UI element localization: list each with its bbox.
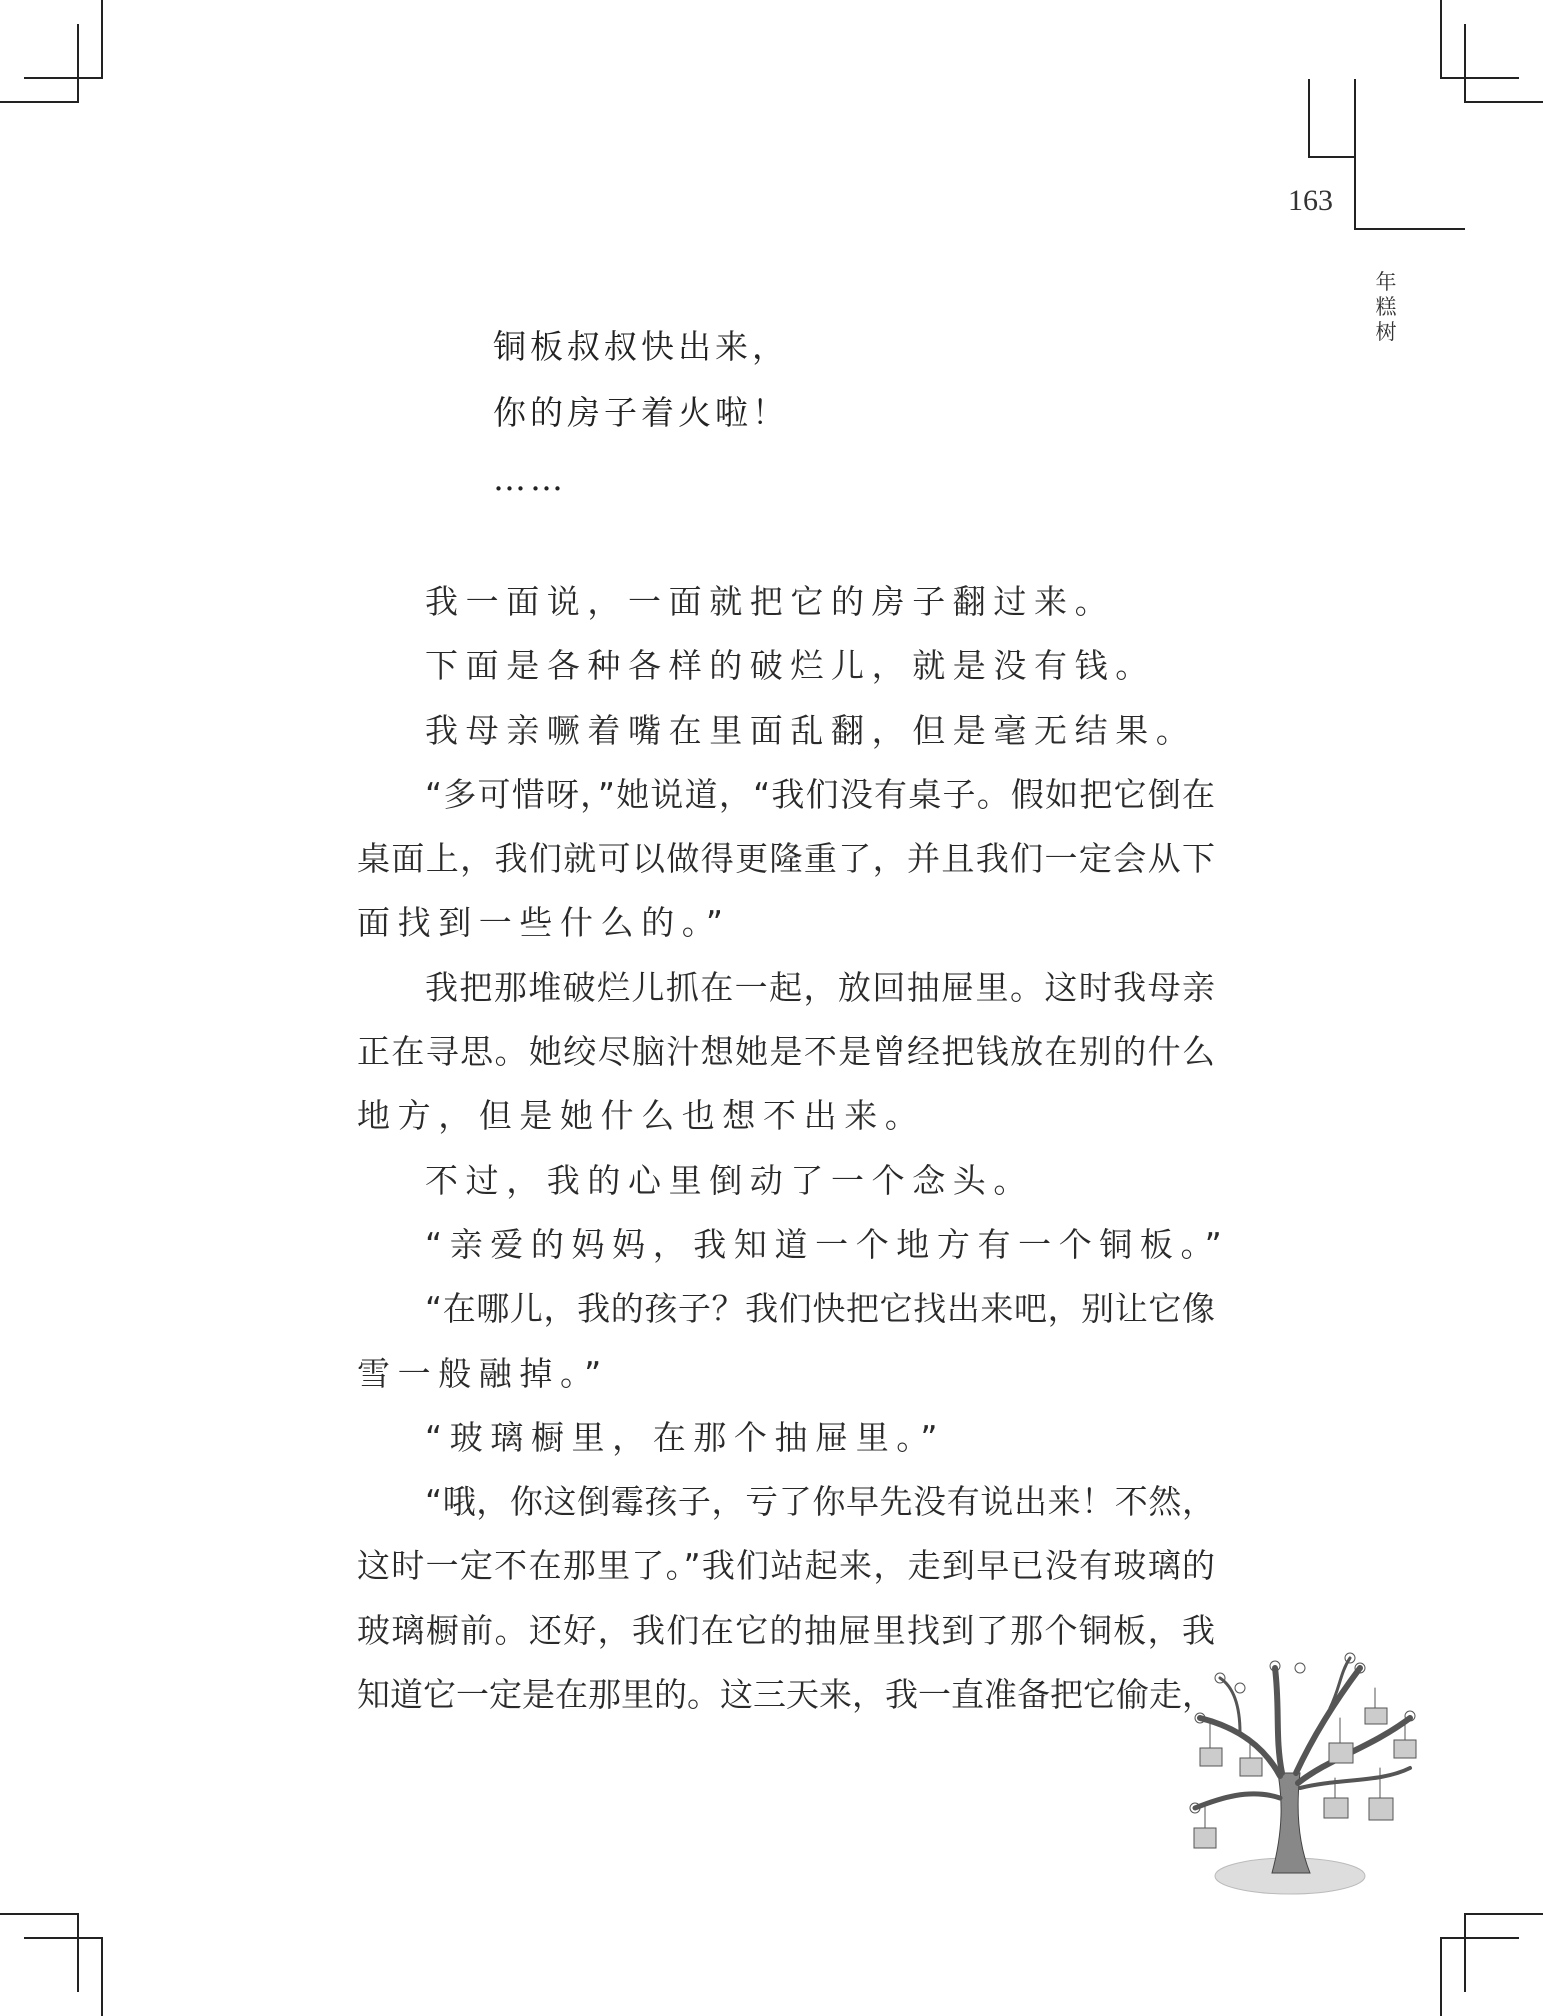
body-line: 我把那堆破烂儿抓在一起，放回抽屉里。这时我母亲 (425, 967, 1215, 1007)
crop-mark (77, 1913, 79, 1992)
crop-mark (1440, 1937, 1519, 1939)
page-number-frame (1308, 79, 1310, 158)
body-line: 我一面说，一面就把它的房子翻过来。 (425, 582, 1116, 621)
body-line: 不过，我的心里倒动了一个念头。 (425, 1160, 1034, 1200)
poem-line: 铜板叔叔快出来， (493, 327, 789, 366)
page-number-frame (1354, 228, 1465, 230)
crop-mark (0, 1913, 79, 1915)
body-line: 正在寻思。她绞尽脑汁想她是不是曾经把钱放在别的什么 (357, 1032, 1215, 1072)
poem-line: …… (493, 459, 567, 498)
crop-mark (1464, 24, 1466, 103)
running-head-char: 糕 (1375, 295, 1397, 319)
tree-illustration (1180, 1648, 1442, 1914)
body-line: “玻璃橱里，在那个抽屉里。” (425, 1417, 946, 1457)
running-head-char: 年 (1375, 270, 1397, 294)
body-line: 玻璃橱前。还好，我们在它的抽屉里找到了那个铜板，我 (357, 1610, 1215, 1650)
page-number-frame (1354, 79, 1356, 229)
body-line: 这时一定不在那里了。”我们站起来，走到早已没有玻璃的 (357, 1546, 1215, 1586)
crop-mark (1440, 77, 1519, 79)
crop-mark (0, 101, 79, 103)
body-line: 桌面上，我们就可以做得更隆重了，并且我们一定会从下 (357, 839, 1215, 879)
page-number: 163 (1288, 184, 1333, 217)
crop-mark (1440, 0, 1442, 78)
crop-mark (1464, 1913, 1466, 1992)
crop-mark (1464, 101, 1543, 103)
body-line: 下面是各种各样的破烂儿，就是没有钱。 (425, 646, 1156, 686)
body-line: “亲爱的妈妈，我知道一个地方有一个铜板。” (425, 1224, 1230, 1264)
body-line: 知道它一定是在那里的。这三天来，我一直准备把它偷走， (357, 1675, 1215, 1715)
body-text (357, 570, 1230, 1727)
crop-mark (1464, 1913, 1543, 1915)
crop-mark (101, 0, 103, 78)
crop-mark (101, 1937, 103, 2016)
body-line: 我母亲噘着嘴在里面乱翻，但是毫无结果。 (425, 710, 1197, 750)
page-number-frame (1308, 156, 1355, 158)
body-line: 地方，但是她什么也想不出来。 (357, 1096, 926, 1136)
body-line: 面找到一些什么的。” (357, 903, 731, 943)
running-head (1372, 270, 1400, 345)
body-line: 雪一般融掉。” (357, 1353, 609, 1393)
crop-mark (24, 77, 103, 79)
body-line: “多可惜呀，”她说道，“我们没有桌子。假如把它倒在 (425, 774, 1215, 814)
tree-icon (1190, 1653, 1416, 1894)
poem (493, 314, 789, 512)
running-head-char: 树 (1375, 320, 1397, 344)
crop-mark (24, 1937, 103, 1939)
crop-mark (77, 24, 79, 103)
poem-line: 你的房子着火啦！ (493, 393, 789, 432)
body-line: “哦，你这倒霉孩子，亏了你早先没有说出来！不然， (425, 1482, 1215, 1522)
crop-mark (1440, 1937, 1442, 2016)
body-line: “在哪儿，我的孩子？我们快把它找出来吧，别让它像 (425, 1289, 1215, 1329)
